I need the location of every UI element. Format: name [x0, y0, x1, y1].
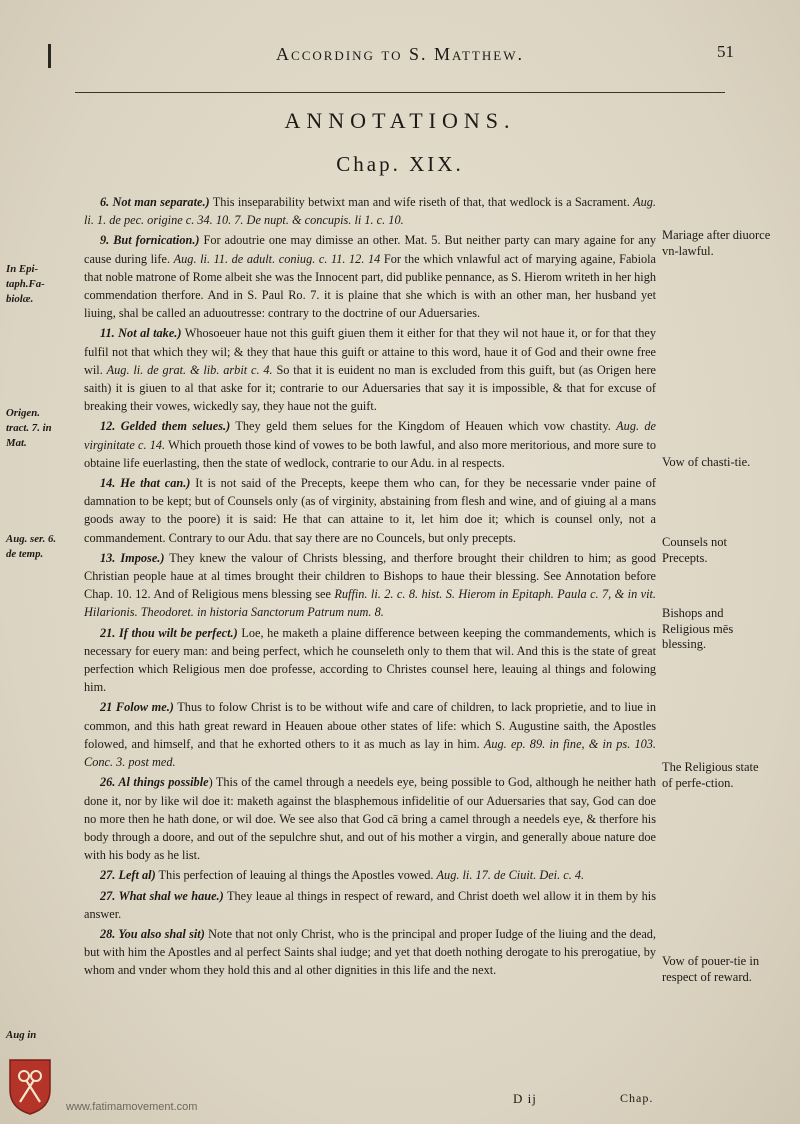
left-margin-note: Origen. tract. 7. in Mat. [6, 407, 52, 449]
right-margin-note: Vow of pouer-tie in respect of reward. [662, 954, 760, 984]
page-number: 51 [717, 42, 734, 61]
running-head-title: According to S. Matthew. [276, 44, 524, 64]
annotation-citation: Aug. li. 17. de Ciuit. Dei. c. 4. [436, 868, 585, 883]
annotation-lead: 13. Impose.) [100, 550, 165, 565]
annotations-body [84, 193, 656, 982]
annotation-paragraph [84, 474, 656, 547]
annotation-paragraph [84, 925, 656, 980]
annotation-text: This perfection of leauing al things the Apostles vowed. [158, 868, 434, 883]
annotation-lead: 27. Left al) [100, 868, 156, 883]
annotation-text-continued: For the which vnlawful act of marying againe, Fabiola that noble matrone of Rome albeit she was the Innocent part, did publike pennance, as S. Hierom writeth in her high commendation therfore. And in S. Paul Ro. 7. it is plaine that she which is with an other man, her husband yet liuing, shal be called an aduoutresse: contrary to the doctrine of our Aduersaries. [84, 251, 657, 321]
annotation-text: ) This of the camel through a needels eye, being possible to God, although he neither hath done it, nor by like wil doe it: maketh against the blasphemous infidelitie of our Aduersaries that say, God can doe no more then he hath done, or wil doe. We see also that God cā bring a camel through a needels eye, & therfore his body through a doore, and out of the sepulchre shut, and out of his mother a virgin, and generally aboue nature doe with his body as he list. [84, 775, 656, 863]
annotation-text-continued: Which proueth those kind of vowes to be both lawful, and also more meritorious, and more sure to obtaine life euerlasting, then the state of wedlock, contrarie to our Adu. in al respects. [84, 437, 657, 470]
papal-keys-shield-icon [6, 1056, 54, 1116]
annotation-lead: 14. He that can.) [100, 476, 191, 491]
annotation-text: Note that not only Christ, who is the principal and proper Iudge of the liuing and the dead, but with him the Apostles and al perfect Saints shal iudge; and yet that doeth nothing derogate to his prerogatiue, by whom and vnder whom they hold this and al other dignities in this life and the next. [84, 926, 656, 978]
annotation-citation: Aug. li. de grat. & lib. arbit c. 4. [106, 362, 273, 377]
right-margin-note: Vow of chasti-tie. [662, 455, 751, 469]
annotation-text: For adoutrie one may dimisse an other. Mat. 5. But neither party can mary againe for any cause during life. [84, 233, 656, 266]
left-margin-note: In Epi-taph.Fa-biolæ. [6, 263, 45, 305]
annotation-text: They geld them selues for the Kingdom of Heauen which vow chastity. [235, 419, 611, 434]
annotation-lead: 27. What shal we haue.) [100, 888, 224, 903]
annotation-citation: Aug. ep. 89. in fine, & in ps. 103. Conc. 3. post med. [84, 736, 656, 770]
annotation-text: Thus to folow Christ is to be without wife and care of children, to lack proprietie, and to liue in common, and this hath great reward in Heauen aboue other states of life: which S. Augustine saith, the Apostles folowed, and himself, and that he exhorted others to it as much as lay in him. [84, 700, 656, 751]
annotation-paragraph [84, 324, 656, 415]
right-margin-note: Bishops and Religious mēs blessing. [662, 606, 734, 651]
annotation-citation: Aug. li. 11. de adult. coniug. c. 11. 12. 14 [173, 251, 381, 266]
right-margin-note: Mariage after diuorce vn-lawful. [662, 228, 771, 258]
annotation-citation: Aug. de virginitate c. 14. [84, 419, 657, 452]
annotation-paragraph [84, 549, 656, 622]
left-margin-note: Aug. ser. 6. de temp. [6, 533, 57, 560]
annotation-text: They leaue al things in respect of reward, and Christ doeth wel allow it in them by his answer. [84, 888, 656, 921]
annotation-lead: 21. If thou wilt be perfect.) [100, 625, 238, 640]
annotation-lead: 11. Not al take.) [100, 326, 182, 341]
annotation-text: Whosoeuer haue not this guift giuen them it either for that they wil not haue it, or for that they fulfil not that which they wil; & they that haue this guift or attaine to this word, haue it of God and their owne free wil. [84, 326, 656, 377]
heading-rule [75, 92, 725, 93]
annotation-paragraph [84, 231, 656, 322]
left-margin-note: Aug in [6, 1029, 37, 1041]
annotation-paragraph [84, 773, 656, 864]
running-head [0, 40, 800, 70]
right-margin-note: The Religious state of perfe-ction. [662, 760, 759, 790]
annotation-paragraph [84, 866, 656, 884]
right-margin-note: Counsels not Precepts. [662, 535, 727, 565]
annotation-paragraph [84, 624, 656, 697]
annotation-paragraph [84, 417, 656, 472]
annotation-citation: Ruffin. li. 2. c. 8. hist. S. Hierom in Epitaph. Paula c. 7, & in vit. Hilarionis. Theodoret. in historia Sanctorum Patrum num. 8. [84, 587, 656, 620]
website-watermark: www.fatimamovement.com [66, 1101, 198, 1113]
annotation-lead: 26. Al things possible [100, 775, 209, 790]
annotation-paragraph [84, 698, 656, 771]
section-heading: ANNOTATIONS. [284, 108, 516, 133]
catchword: Chap. [620, 1091, 654, 1105]
annotation-lead: 21 Folow me.) [100, 700, 174, 715]
annotation-text: This inseparability betwixt man and wife riseth of that, that wedlock is a Sacrament. [212, 195, 630, 209]
annotation-citation: Aug. li. 1. de pec. origine c. 34. 10. 7. De nupt. & concupis. li 1. c. 10. [84, 195, 656, 228]
annotation-lead: 28. You also shal sit) [100, 926, 205, 941]
signature-mark: D ij [513, 1091, 537, 1106]
annotation-lead: 9. But fornication.) [100, 233, 200, 248]
annotation-text: They knew the valour of Christs blessing, and therfore brought their children to him; as good Christian people haue at al times brought their children to Bishops to haue their blessing. See Annotation before Chap. 10. 12. And of Religious mens blessing see [84, 550, 656, 602]
annotation-paragraph [84, 887, 656, 923]
annotation-text: It is not said of the Precepts, keepe them who can, for they be necessarie vnder paine of damnation to be kept; but of Counsels only (as of virginity, abstaining from flesh and wine, and of giuing al a mans goods away to the poore) it is said: He that can attaine to it, let him doe it; which is counsel only, not a commandement. Contrary to our Adu. that say there are no Councels, but only precepts. [84, 476, 657, 545]
annotation-text: Loe, he maketh a plaine difference between keeping the commandements, which is necessary for euery man: and being perfect, which he counseleth only to them that wil. And this is the state of great perfection which Religious men doe professe, according to Christes counsel here, leauing al things and folowing him. [84, 625, 656, 695]
chapter-heading: Chap. XIX. [336, 152, 464, 176]
annotation-lead: 12. Gelded them selues.) [100, 419, 231, 434]
annotation-paragraph [84, 193, 656, 229]
annotation-lead: 6. Not man separate.) [100, 195, 210, 209]
annotation-text-continued: So that it is euident no man is excluded from this guift, but (as Origen here saith) it is giuen to al that aske for it; contrarie to our Aduersaries that say it is impossible, & that for excuse of breaking their vowes, wickedly say, they haue not the guift. [84, 362, 657, 414]
